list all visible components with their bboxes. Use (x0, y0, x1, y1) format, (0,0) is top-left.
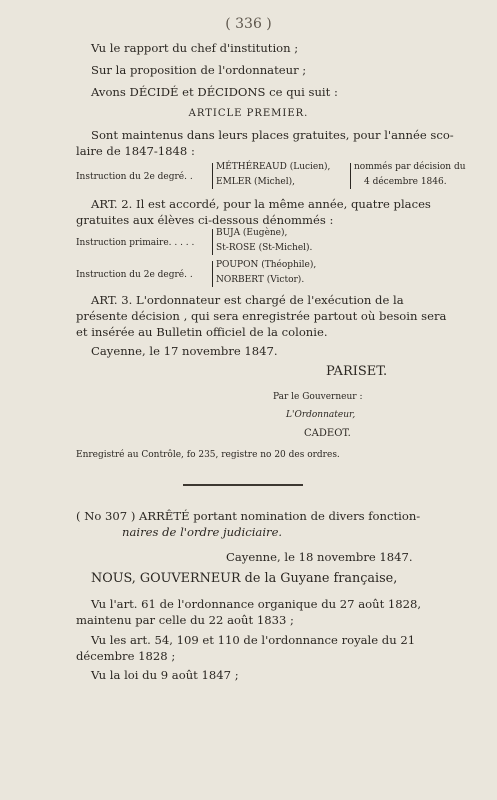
vu-line-4: décembre 1828 ; (76, 649, 176, 663)
signer-cadeot: CADEOT. (304, 428, 351, 439)
line-annee: laire de 1847-1848 : (76, 144, 195, 158)
table1-note-2: 4 décembre 1846. (364, 177, 447, 187)
table3-brace (212, 261, 213, 287)
table2-name-1: BUJA (Eugène), (216, 228, 288, 238)
table1-name-1: MÉTHÉREAUD (Lucien), (216, 162, 331, 172)
line-proposition: Sur la proposition de l'ordonnateur ; (91, 63, 307, 77)
table3-name-1: POUPON (Théophile), (216, 260, 317, 270)
table3-label: Instruction du 2e degré. . (76, 270, 193, 280)
ordonnateur-title: L'Ordonnateur, (286, 410, 356, 420)
date-18-novembre: Cayenne, le 18 novembre 1847. (226, 550, 413, 564)
arrete-heading-2: naires de l'ordre judiciaire. (122, 525, 283, 539)
art3-line-3: et insérée au Bulletin officiel de la colonie. (76, 325, 328, 339)
table1-label: Instruction du 2e degré. . (76, 172, 193, 182)
article-premier-heading: ARTICLE PREMIER. (188, 108, 309, 119)
line-maintenus: Sont maintenus dans leurs places gratuites, pour l'année sco- (91, 128, 454, 142)
date-17-novembre: Cayenne, le 17 novembre 1847. (91, 344, 278, 358)
table3-name-2: NORBERT (Victor). (216, 275, 305, 285)
vu-line-2: maintenu par celle du 22 août 1833 ; (76, 613, 294, 627)
signer-pariset: PARISET. (326, 364, 388, 379)
table2-label: Instruction primaire. . . . . (76, 238, 195, 248)
art2-line-2: gratuites aux élèves ci-dessous dénommés : (76, 213, 334, 227)
section-divider (183, 484, 303, 486)
page-number: ( 336 ) (225, 16, 272, 32)
art3-line-1: ART. 3. L'ordonnateur est chargé de l'exécution de la (91, 293, 404, 307)
table1-note-1: nommés par décision du (354, 162, 466, 172)
table1-brace (212, 163, 213, 189)
table1-brace-2 (350, 163, 351, 189)
line-decide: Avons DÉCIDÉ et DÉCIDONS ce qui suit : (91, 85, 338, 99)
table2-name-2: St-ROSE (St-Michel). (216, 243, 313, 253)
line-rapport: Vu le rapport du chef d'institution ; (91, 41, 299, 55)
table2-brace (212, 229, 213, 255)
vu-line-3: Vu les art. 54, 109 et 110 de l'ordonnance royale du 21 (91, 633, 416, 647)
enregistre-line: Enregistré au Contrôle, fo 235, registre no 20 des ordres. (76, 450, 340, 460)
vu-line-5: Vu la loi du 9 août 1847 ; (91, 668, 239, 682)
par-le-gouverneur: Par le Gouverneur : (273, 392, 363, 402)
table1-name-2: EMLER (Michel), (216, 177, 295, 187)
art2-line-1: ART. 2. Il est accordé, pour la même année, quatre places (91, 197, 431, 211)
nous-gouverneur: NOUS, GOUVERNEUR de la Guyane française, (91, 571, 398, 586)
art3-line-2: présente décision , qui sera enregistrée partout où besoin sera (76, 309, 447, 323)
arrete-heading-1: ( No 307 ) ARRÊTÉ portant nomination de divers fonction- (76, 509, 421, 523)
vu-line-1: Vu l'art. 61 de l'ordonnance organique du 27 août 1828, (91, 597, 422, 611)
